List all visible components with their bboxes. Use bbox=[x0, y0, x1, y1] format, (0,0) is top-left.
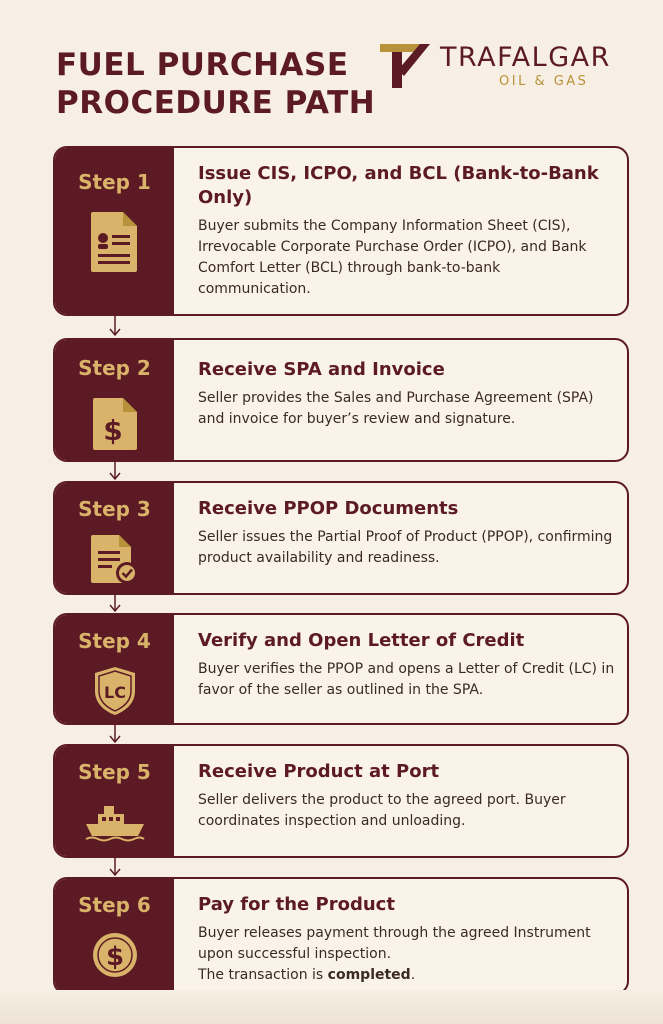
step-sidebar bbox=[55, 746, 174, 856]
description-suffix: . bbox=[410, 967, 416, 983]
lc-icon-text: LC bbox=[103, 683, 126, 702]
step-description: Seller issues the Partial Proof of Product (PPOP), confirming product availability and readiness. bbox=[198, 529, 613, 566]
step-card-4 bbox=[53, 613, 629, 725]
step-description-line-2 bbox=[198, 965, 615, 986]
step-label: Step 5 bbox=[78, 760, 151, 784]
bottom-shade bbox=[0, 990, 663, 1024]
step-description: Seller provides the Sales and Purchase Agreement (SPA) and invoice for buyer’s review and signature. bbox=[198, 390, 594, 427]
description-bold: completed bbox=[327, 967, 411, 983]
arrow-down-icon bbox=[108, 316, 122, 338]
page-title-line-1: FUEL PURCHASE bbox=[56, 47, 349, 83]
step-label: Step 4 bbox=[78, 629, 151, 653]
dollar-document-icon bbox=[55, 396, 174, 456]
logo-subtitle: OIL & GAS bbox=[499, 74, 589, 89]
lc-shield-icon bbox=[55, 665, 174, 721]
document-icon bbox=[55, 210, 174, 278]
step-sidebar bbox=[55, 483, 174, 593]
step-description: Seller delivers the product to the agreed port. Buyer coordinates inspection and unloading. bbox=[198, 792, 566, 829]
step-description-line-1: Buyer releases payment through the agreed Instrument upon successful inspection. bbox=[198, 925, 591, 962]
arrow-down-icon bbox=[108, 462, 122, 482]
svg-text:$: $ bbox=[105, 942, 124, 972]
company-logo bbox=[378, 40, 648, 96]
step-description: Buyer verifies the PPOP and opens a Letter of Credit (LC) in favor of the seller as outlined in the SPA. bbox=[198, 661, 615, 698]
dollar-coin-icon bbox=[55, 931, 174, 983]
step-card-1 bbox=[53, 146, 629, 316]
step-card-5 bbox=[53, 744, 629, 858]
step-title: Verify and Open Letter of Credit bbox=[198, 630, 525, 651]
step-label: Step 2 bbox=[78, 356, 151, 380]
step-label: Step 3 bbox=[78, 497, 151, 521]
svg-text:$: $ bbox=[102, 414, 123, 447]
trafalgar-logo-icon bbox=[378, 40, 432, 92]
step-label: Step 6 bbox=[78, 893, 151, 917]
step-sidebar bbox=[55, 148, 174, 314]
arrow-down-icon bbox=[108, 858, 122, 878]
step-sidebar bbox=[55, 340, 174, 460]
step-card-2 bbox=[53, 338, 629, 462]
step-title: Receive PPOP Documents bbox=[198, 498, 459, 519]
step-title: Issue CIS, ICPO, and BCL (Bank-to-Bank Only) bbox=[198, 163, 599, 208]
step-card-3 bbox=[53, 481, 629, 595]
step-title: Receive SPA and Invoice bbox=[198, 359, 445, 380]
arrow-down-icon bbox=[108, 725, 122, 745]
step-label: Step 1 bbox=[78, 170, 151, 194]
step-title: Receive Product at Port bbox=[198, 761, 440, 782]
step-description: Buyer submits the Company Information Sheet (CIS), Irrevocable Corporate Purchase Order (ICPO), and Bank Comfort Letter (BCL) through bank-to-bank communication. bbox=[198, 218, 587, 297]
step-sidebar bbox=[55, 879, 174, 993]
step-title: Pay for the Product bbox=[198, 894, 395, 915]
description-prefix: The transaction is bbox=[198, 967, 328, 983]
ship-icon bbox=[55, 802, 174, 846]
page-title-line-2: PROCEDURE PATH bbox=[56, 85, 376, 121]
step-card-6 bbox=[53, 877, 629, 995]
step-sidebar bbox=[55, 615, 174, 723]
step-description bbox=[198, 923, 615, 986]
certificate-icon bbox=[55, 533, 174, 591]
arrow-down-icon bbox=[108, 594, 122, 614]
logo-name: TRAFALGAR bbox=[440, 42, 611, 73]
page-title bbox=[56, 46, 375, 122]
